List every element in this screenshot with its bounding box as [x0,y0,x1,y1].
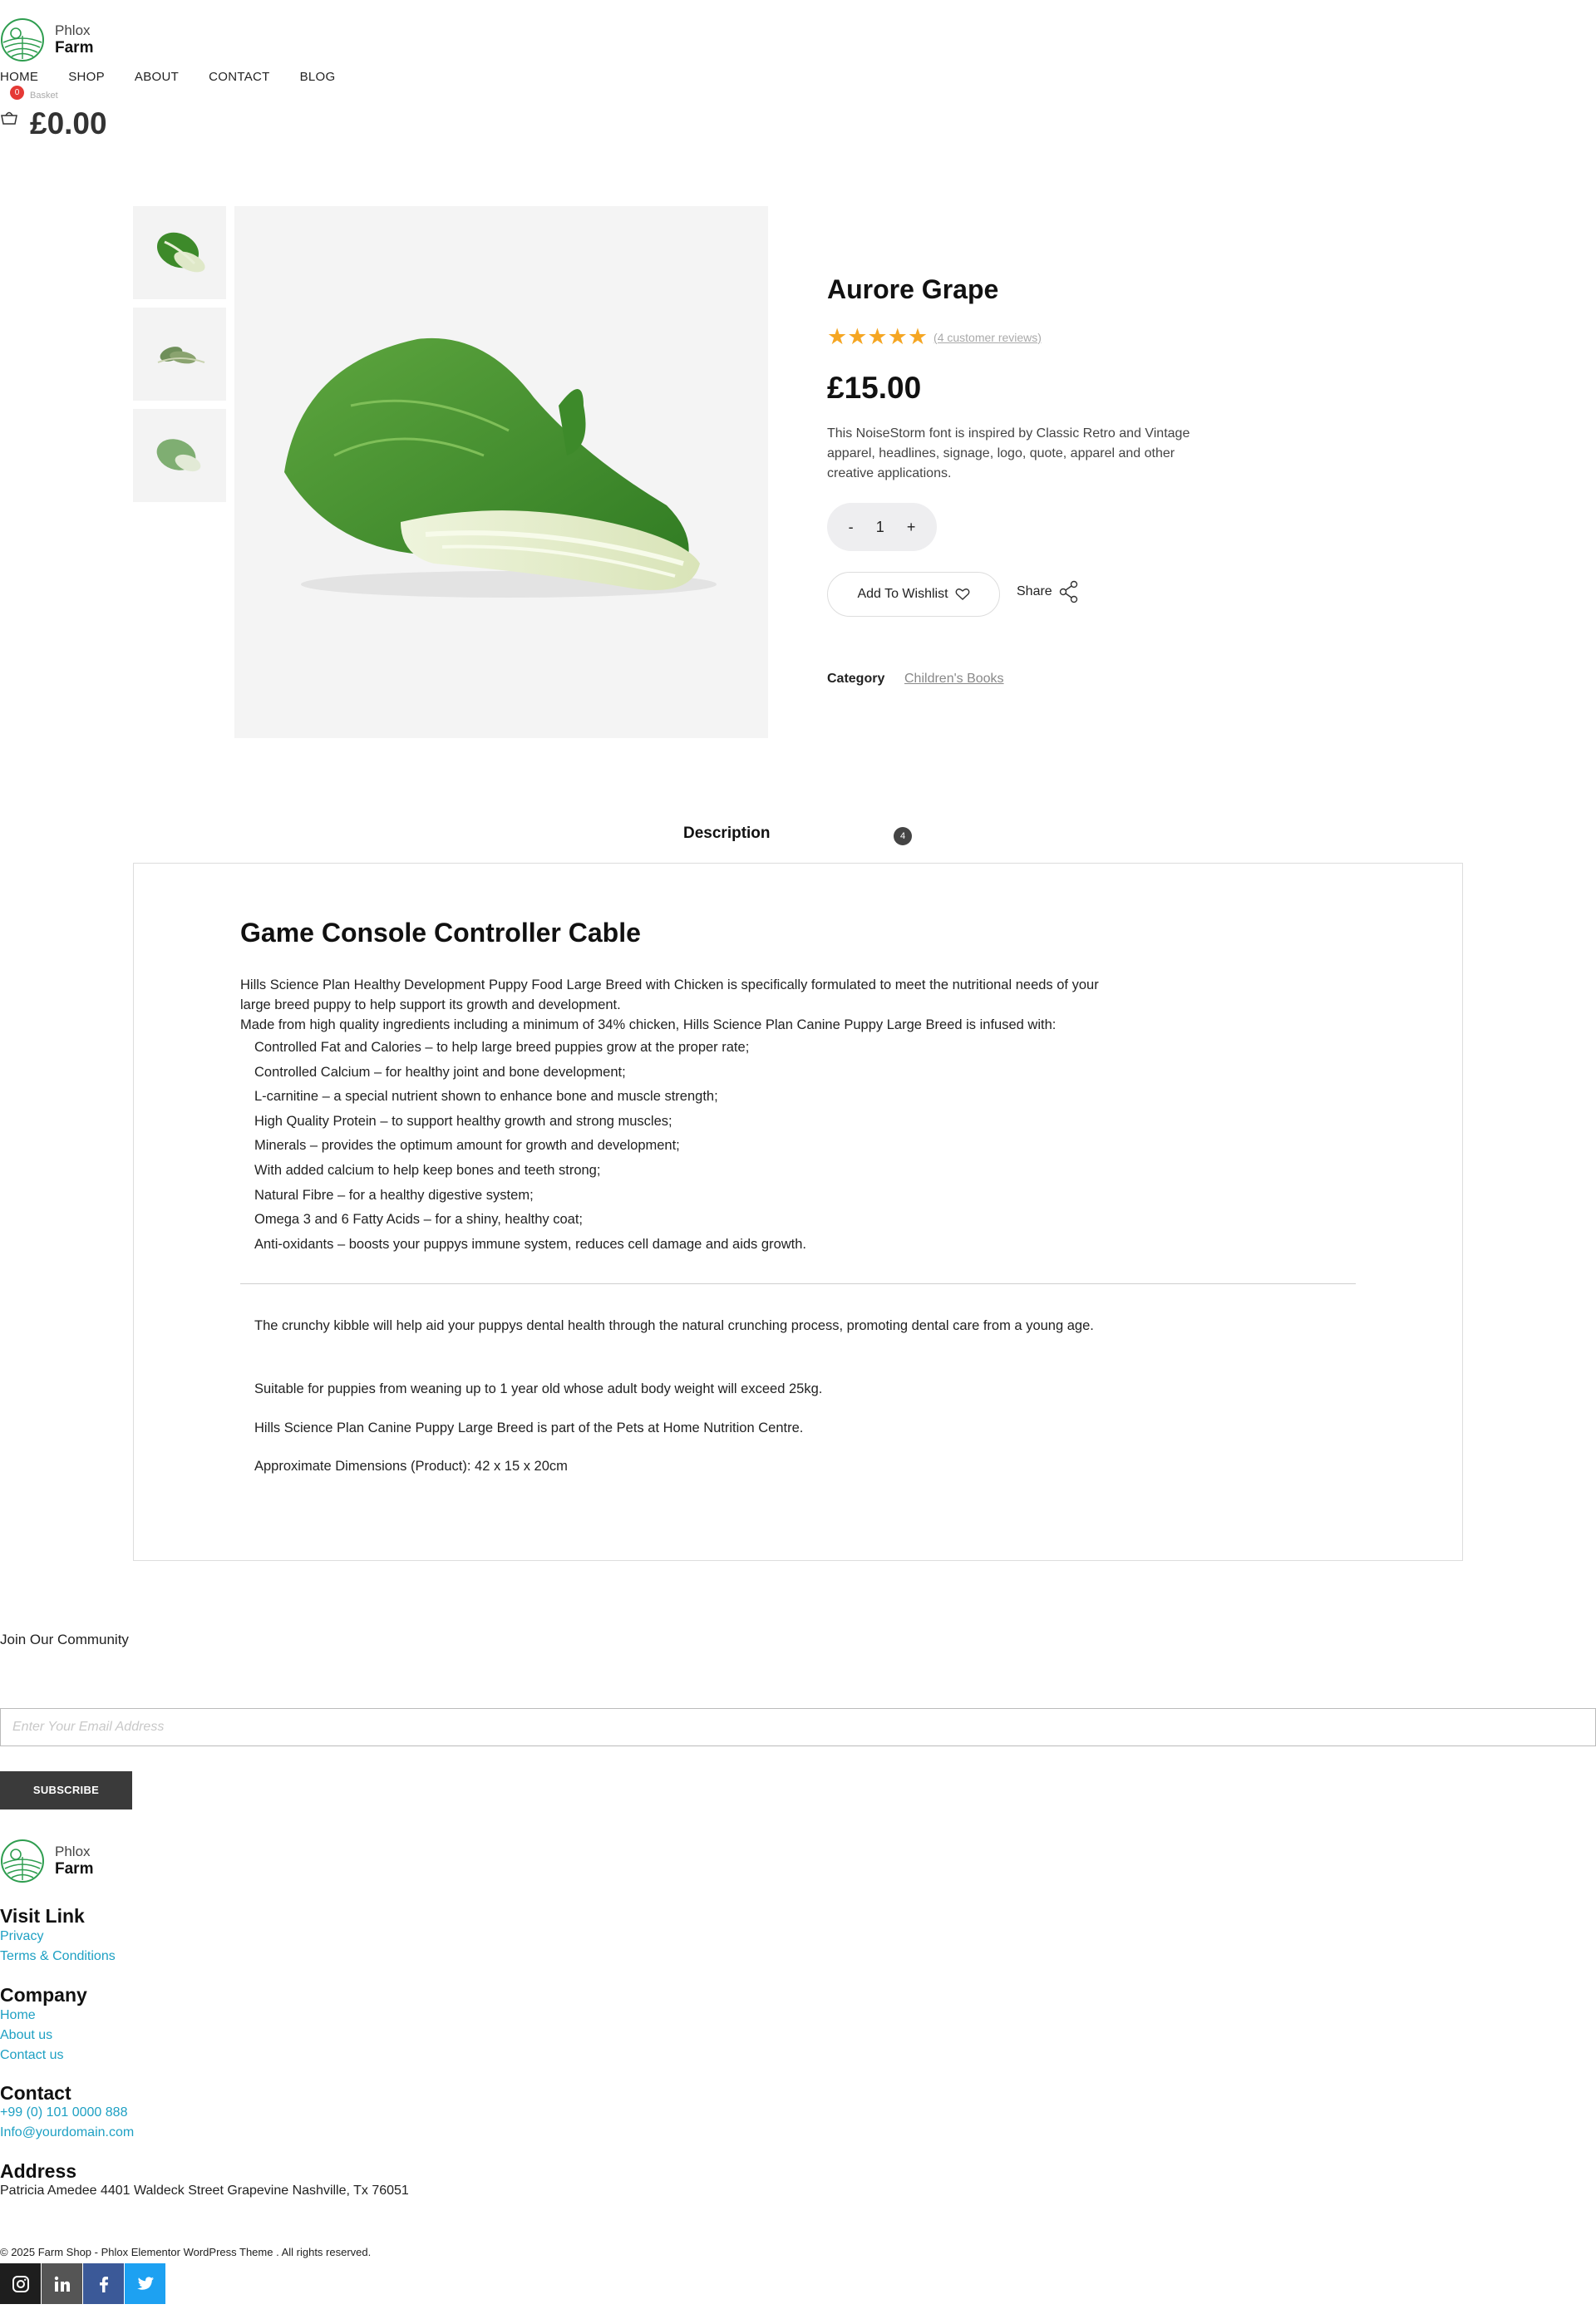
list-item: Controlled Calcium – for healthy joint and bone development; [254,1064,626,1080]
product-rating [827,326,1042,348]
facebook-button[interactable] [83,2263,124,2304]
footer-email-link[interactable]: Info@yourdomain.com [0,2125,135,2139]
reviews-link[interactable]: (4 customer reviews) [933,330,1042,344]
copyright-text: © 2025 Farm Shop - Phlox Elementor WordPress Theme . All rights reserved. [0,2246,372,2258]
basket-label[interactable]: Basket [30,91,58,101]
quantity-stepper [827,503,937,551]
rating-stars: ★★★★★ [827,324,929,349]
bok-choy-image [234,206,768,738]
list-item: Anti-oxidants – boosts your puppys immune system, reduces cell damage and aids growth. [254,1236,807,1252]
social-links [0,2263,166,2304]
product-title: Aurore Grape [827,274,999,304]
footer-contact-heading: Contact [0,2082,71,2104]
basket-total[interactable]: £0.00 [30,106,107,140]
description-paragraph-1: Hills Science Plan Healthy Development Puppy Food Large Breed with Chicken is specifically formulated to meet the nutritional needs of your large breed puppy to help support its growth and development. [240,977,1099,1012]
logo-icon [0,17,45,62]
product-price: £15.00 [827,371,922,405]
twitter-button[interactable] [125,2263,165,2304]
instagram-icon [12,2275,30,2293]
category-link[interactable]: Children's Books [904,672,1004,686]
logo-line-1: Phlox [55,1844,91,1860]
description-intro [240,975,1171,1035]
footer-address-heading: Address [0,2160,77,2182]
list-item: Natural Fibre – for a healthy digestive system; [254,1187,534,1203]
description-after-2: Suitable for puppies from weaning up to 1 year old whose adult body weight will exceed 25kg. [254,1381,823,1396]
tab-reviews-count-badge[interactable]: 4 [894,827,912,845]
logo-icon [0,1839,45,1883]
logo-line-2: Farm [55,1859,94,1878]
tab-description[interactable]: Description [683,825,771,842]
list-item: Omega 3 and 6 Fatty Acids – for a shiny, healthy coat; [254,1212,583,1228]
bok-choy-thumb-image [146,329,213,379]
nav-contact[interactable]: CONTACT [209,70,270,84]
footer-link-terms[interactable]: Terms & Conditions [0,1949,116,1963]
description-after-4: Approximate Dimensions (Product): 42 x 15 x 20cm [254,1459,568,1474]
nav-shop[interactable]: SHOP [68,70,105,84]
share-button[interactable] [1017,580,1079,603]
footer-address: Patricia Amedee 4401 Waldeck Street Grapevine Nashville, Tx 76051 [0,2184,409,2198]
heart-icon [955,588,970,601]
footer-link-home[interactable]: Home [0,2008,36,2022]
subscribe-button[interactable]: SUBSCRIBE [0,1771,132,1809]
footer-phone-link[interactable]: +99 (0) 101 0000 888 [0,2105,128,2120]
qty-value[interactable]: 1 [875,518,884,535]
newsletter-email-input[interactable] [0,1708,1596,1746]
list-item: With added calcium to help keep bones and teeth strong; [254,1162,601,1178]
twitter-icon [136,2276,155,2292]
footer-link-contact[interactable]: Contact us [0,2048,64,2062]
nav-about[interactable]: ABOUT [134,70,180,84]
description-feature-list [254,1036,806,1257]
gallery-thumb-3[interactable] [133,409,226,502]
description-paragraph-2: Made from high quality ingredients including a minimum of 34% chicken, Hills Science Plan Canine Puppy Large Breed is infused with: [240,1017,1057,1032]
category-label: Category [827,672,885,686]
newsletter-title: Join Our Community [0,1632,129,1647]
site-logo[interactable] [0,17,93,62]
linkedin-icon [53,2275,71,2293]
nav-blog[interactable]: BLOG [299,70,336,84]
description-after-1: The crunchy kibble will help aid your puppys dental health through the natural crunching process, promoting dental care from a young age. [254,1318,1094,1333]
logo-line-1: Phlox [55,22,91,39]
nav-home[interactable]: HOME [0,70,39,84]
share-icon [1059,580,1079,603]
bok-choy-thumb-image [146,426,213,485]
qty-decrease-button[interactable]: - [848,518,854,535]
add-to-wishlist-button[interactable] [827,572,1000,617]
description-after-3: Hills Science Plan Canine Puppy Large Breed is part of the Pets at Home Nutrition Centre. [254,1420,804,1435]
instagram-button[interactable] [0,2263,41,2304]
qty-increase-button[interactable]: + [906,518,916,535]
basket-count-badge: 0 [10,86,24,100]
linkedin-button[interactable] [42,2263,82,2304]
list-item: High Quality Protein – to support healthy growth and strong muscles; [254,1113,672,1129]
description-heading: Game Console Controller Cable [240,918,641,948]
description-divider [240,1283,1356,1284]
product-short-description: This NoiseStorm font is inspired by Classic Retro and Vintage apparel, headlines, signage, logo, quote, apparel and other creative applications. [827,426,1190,480]
footer-link-privacy[interactable]: Privacy [0,1929,44,1943]
gallery-thumb-2[interactable] [133,308,226,401]
logo-line-2: Farm [55,38,94,57]
gallery-thumb-1[interactable] [133,206,226,299]
footer-logo[interactable] [0,1839,93,1883]
footer-company-heading: Company [0,1984,87,2006]
share-label: Share [1017,584,1052,598]
list-item: Controlled Fat and Calories – to help large breed puppies grow at the proper rate; [254,1040,750,1055]
list-item: L-carnitine – a special nutrient shown to enhance bone and muscle strength; [254,1089,718,1105]
list-item: Minerals – provides the optimum amount for growth and development; [254,1138,680,1154]
basket-icon[interactable] [0,110,18,125]
facebook-icon [95,2275,113,2293]
footer-link-about[interactable]: About us [0,2028,53,2042]
main-nav [0,70,365,84]
footer-visit-heading: Visit Link [0,1905,85,1927]
product-main-image[interactable] [234,206,768,738]
bok-choy-thumb-image [146,224,213,282]
wishlist-label: Add To Wishlist [857,587,948,601]
